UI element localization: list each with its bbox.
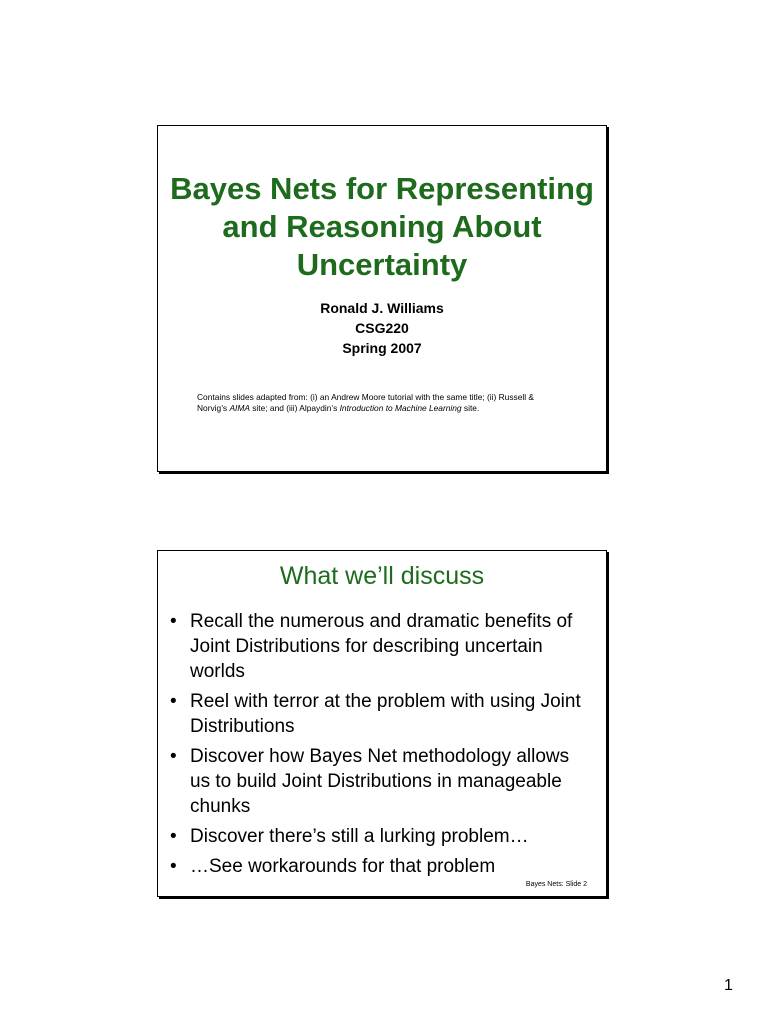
credits-text-2: site; and (iii) Alpaydin’s [249,403,340,413]
credits-text-3: site. [461,403,480,413]
author-name: Ronald J. Williams [320,300,444,316]
bullet-item [168,744,594,819]
page-number: 1 [724,977,733,994]
slide-title [158,170,606,284]
bullet-icon: • [170,826,177,847]
course-code: CSG220 [355,320,409,336]
bullet-item [168,824,594,849]
slide-title: What we’ll discuss [279,562,485,590]
term: Spring 2007 [342,340,422,356]
bullet-text: Recall the numerous and dramatic benefits of Joint Distributions for describing uncertain worlds [190,611,573,682]
bullet-icon: • [170,746,177,767]
title-line: and Reasoning About [222,209,542,244]
slide-footer: Bayes Nets: Slide 2 [525,881,587,888]
title-slide [157,125,607,472]
title-line: Uncertainty [296,247,468,282]
credits-aima: AIMA [229,403,250,413]
bullet-text: Reel with terror at the problem with using Joint Distributions [190,691,581,737]
bullet-text: Discover there’s still a lurking problem… [190,826,529,847]
credits-book-title: Introduction to Machine Learning [339,403,462,413]
bullet-item [168,689,594,739]
bullet-list [168,609,594,884]
bullet-icon: • [170,691,177,712]
bullet-icon: • [170,856,177,877]
bullet-text: Discover how Bayes Net methodology allows us to build Joint Distributions in manageable chunks [190,746,570,817]
discussion-slide [157,550,607,897]
bullet-icon: • [170,611,177,632]
author-block [158,298,606,358]
title-line: Bayes Nets for Representing [170,171,594,206]
bullet-text: …See workarounds for that problem [190,856,496,877]
credits-note [197,392,566,414]
bullet-item [168,854,594,879]
credits-text-1: Contains slides adapted from: (i) an Andrew Moore tutorial with the same title; (ii) Russell & Norvig’s [197,392,535,413]
bullet-item [168,609,594,684]
